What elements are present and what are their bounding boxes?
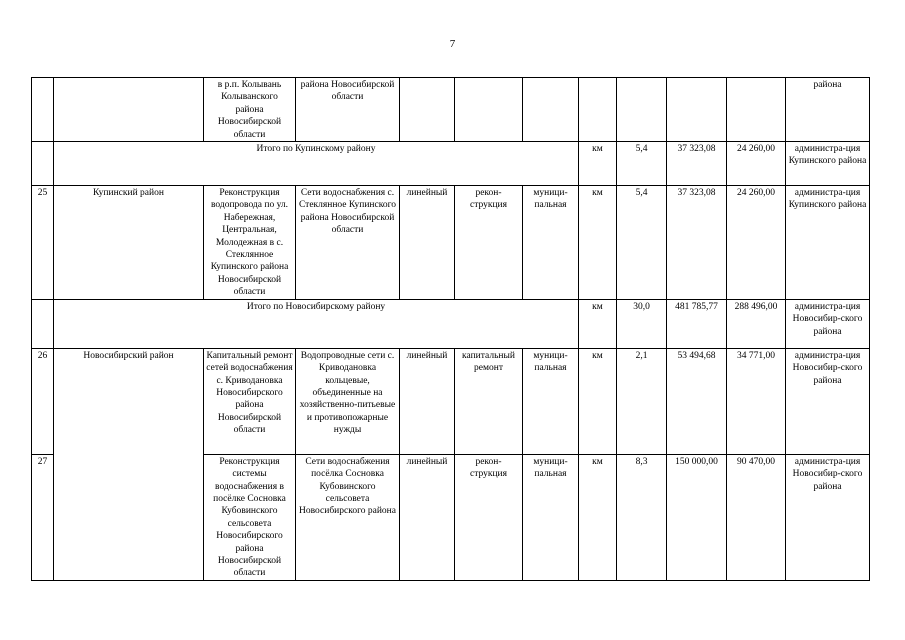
cell-total: 481 785,77: [667, 299, 727, 348]
cell-kind: рекон-струкция: [455, 186, 523, 300]
cell-owner: муници-пальная: [523, 348, 579, 454]
cell-org: района: [786, 78, 870, 142]
investment-table: [31, 77, 870, 581]
cell-object: Сети водоснабжения с. Стеклянное Купинского района Новосибирской области: [296, 186, 400, 300]
cell-org: администра-ция Новосибир-ского района: [786, 299, 870, 348]
cell-work: Капитальный ремонт сетей водоснабжения с. Криводановка Новосибирского района Новосибирской области: [204, 348, 296, 454]
page-number: 7: [449, 38, 456, 50]
cell-total: 53 494,68: [667, 348, 727, 454]
subtotal-label: Итого по Новосибирскому району: [54, 299, 579, 348]
cell-org: администра-ция Новосибир-ского района: [786, 454, 870, 580]
cell-total: 37 323,08: [667, 186, 727, 300]
cell-no: [32, 142, 54, 186]
cell-district: [54, 78, 204, 142]
cell-no: 26: [32, 348, 54, 454]
cell-object: Сети водоснабжения посёлка Сосновка Кубовинского сельсовета Новосибирского района: [296, 454, 400, 580]
table-row: [32, 348, 870, 454]
cell-owner: [523, 78, 579, 142]
cell-unit: [579, 78, 617, 142]
cell-length: 8,3: [617, 454, 667, 580]
cell-district: Купинский район: [54, 186, 204, 300]
cell-length: 2,1: [617, 348, 667, 454]
cell-object: Водопроводные сети с. Криводановка кольцевые, объединенные на хозяйственно-питьевые и противопожарные нужды: [296, 348, 400, 454]
cell-type: линейный: [400, 454, 455, 580]
cell-unit: км: [579, 186, 617, 300]
cell-type: линейный: [400, 186, 455, 300]
cell-org: администра-ция Купинского района: [786, 142, 870, 186]
cell-unit: км: [579, 348, 617, 454]
cell-length: 30,0: [617, 299, 667, 348]
cell-total: 150 000,00: [667, 454, 727, 580]
cell-org: администра-ция Купинского района: [786, 186, 870, 300]
cell-kind: [455, 78, 523, 142]
cell-type: [400, 78, 455, 142]
cell-budget: 24 260,00: [727, 142, 786, 186]
subtotal-row: [32, 142, 870, 186]
cell-no: 27: [32, 454, 54, 580]
cell-owner: муници-пальная: [523, 186, 579, 300]
cell-budget: [727, 78, 786, 142]
cell-total: [667, 78, 727, 142]
cell-work: в р.п. Колывань Колыванского района Новосибирской области: [204, 78, 296, 142]
cell-org: администра-ция Новосибир-ского района: [786, 348, 870, 454]
table-row: [32, 186, 870, 300]
cell-budget: 24 260,00: [727, 186, 786, 300]
cell-no: [32, 299, 54, 348]
cell-work: Реконструкция системы водоснабжения в посёлке Сосновка Кубовинского сельсовета Новосибирского района Новосибирской области: [204, 454, 296, 580]
cell-unit: км: [579, 142, 617, 186]
subtotal-label: Итого по Купинскому району: [54, 142, 579, 186]
cell-length: 5,4: [617, 186, 667, 300]
cell-no: [32, 78, 54, 142]
cell-type: линейный: [400, 348, 455, 454]
cell-no: 25: [32, 186, 54, 300]
cell-budget: 34 771,00: [727, 348, 786, 454]
cell-budget: 288 496,00: [727, 299, 786, 348]
cell-length: [617, 78, 667, 142]
cell-unit: км: [579, 299, 617, 348]
cell-kind: капитальный ремонт: [455, 348, 523, 454]
cell-work: Реконструкция водопровода по ул. Набережная, Центральная, Молодежная в с. Стеклянное Купинского района Новосибирской области: [204, 186, 296, 300]
cell-total: 37 323,08: [667, 142, 727, 186]
cell-kind: рекон-струкция: [455, 454, 523, 580]
cell-length: 5,4: [617, 142, 667, 186]
cell-unit: км: [579, 454, 617, 580]
cell-budget: 90 470,00: [727, 454, 786, 580]
subtotal-row: [32, 299, 870, 348]
table-row: [32, 78, 870, 142]
cell-district: Новосибирский район: [54, 348, 204, 580]
cell-owner: муници-пальная: [523, 454, 579, 580]
cell-object: района Новосибирской области: [296, 78, 400, 142]
